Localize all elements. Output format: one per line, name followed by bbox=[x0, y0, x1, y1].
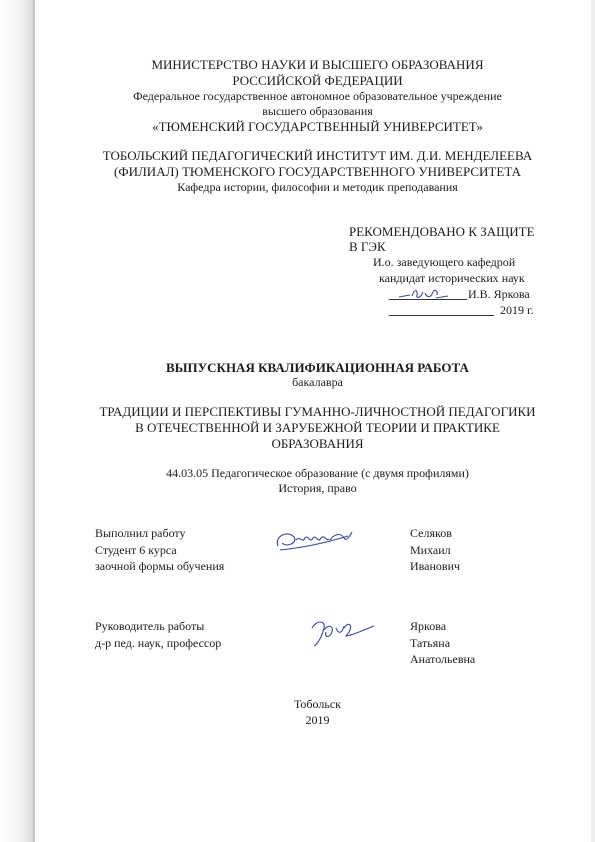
supervisor-name-line-1: Яркова bbox=[410, 619, 447, 633]
work-profiles: История, право bbox=[278, 481, 357, 495]
footer-city: Тобольск bbox=[294, 697, 341, 711]
supervisor-role-line-2: д-р пед. наук, профессор bbox=[95, 636, 222, 650]
author-role-line-2: Студент 6 курса bbox=[95, 543, 177, 557]
author-name-line-3: Иванович bbox=[410, 559, 461, 573]
supervisor-name-line-3: Анатольевна bbox=[410, 652, 476, 666]
author-role-line-1: Выполнил работу bbox=[95, 526, 186, 540]
approval-year: 2019 г. bbox=[500, 303, 534, 317]
supervisor-signature bbox=[304, 614, 378, 650]
author-signature bbox=[272, 526, 354, 556]
institute-line-1: ТОБОЛЬСКИЙ ПЕДАГОГИЧЕСКИЙ ИНСТИТУТ ИМ. Д.И. МЕНДЕЛЕЕВА bbox=[102, 148, 533, 163]
footer-year: 2019 bbox=[305, 713, 330, 727]
ministry-line-1: МИНИСТЕРСТВО НАУКИ И ВЫСШЕГО ОБРАЗОВАНИЯ bbox=[151, 57, 484, 72]
work-direction: 44.03.05 Педагогическое образование (с двумя профилями) bbox=[166, 466, 469, 480]
work-level: бакалавра bbox=[292, 375, 343, 389]
author-role-line-3: заочной формы обучения bbox=[95, 559, 225, 573]
work-title-line-3: ОБРАЗОВАНИЯ bbox=[271, 436, 364, 451]
institution-type-line-2: высшего образования bbox=[262, 104, 373, 118]
supervisor-role-line-1: Руководитель работы bbox=[95, 619, 205, 633]
approval-date-line bbox=[389, 315, 494, 316]
work-title-line-2: В ОТЕЧЕСТВЕННОЙ И ЗАРУБЕЖНОЙ ТЕОРИИ И ПРАКТИКЕ bbox=[135, 420, 500, 435]
approval-signature bbox=[396, 284, 452, 302]
ministry-line-2: РОССИЙСКОЙ ФЕДЕРАЦИИ bbox=[232, 73, 403, 88]
author-name-line-1: Селяков bbox=[410, 526, 452, 540]
work-title-line-1: ТРАДИЦИИ И ПЕРСПЕКТИВЫ ГУМАННО-ЛИЧНОСТНОЙ ПЕДАГОГИКИ bbox=[99, 404, 536, 419]
institute-line-2: (ФИЛИАЛ) ТЮМЕНСКОГО ГОСУДАРСТВЕННОГО УНИВЕРСИТЕТА bbox=[114, 164, 521, 179]
approval-name: И.В. Яркова bbox=[468, 287, 530, 301]
approval-position: И.о. заведующего кафедрой bbox=[373, 255, 516, 269]
institution-type-line-1: Федеральное государственное автономное образовательное учреждение bbox=[133, 89, 502, 103]
author-name-line-2: Михаил bbox=[410, 543, 451, 557]
work-type: ВЫПУСКНАЯ КВАЛИФИКАЦИОННАЯ РАБОТА bbox=[166, 360, 469, 375]
supervisor-name-line-2: Татьяна bbox=[410, 636, 451, 650]
department: Кафедра истории, философии и методик преподавания bbox=[177, 180, 458, 194]
approval-line-1: РЕКОМЕНДОВАНО К ЗАЩИТЕ bbox=[349, 224, 535, 239]
approval-line-2: В ГЭК bbox=[349, 239, 386, 254]
university-name: «ТЮМЕНСКИЙ ГОСУДАРСТВЕННЫЙ УНИВЕРСИТЕТ» bbox=[152, 119, 483, 134]
approval-degree: кандидат исторических наук bbox=[379, 271, 525, 285]
